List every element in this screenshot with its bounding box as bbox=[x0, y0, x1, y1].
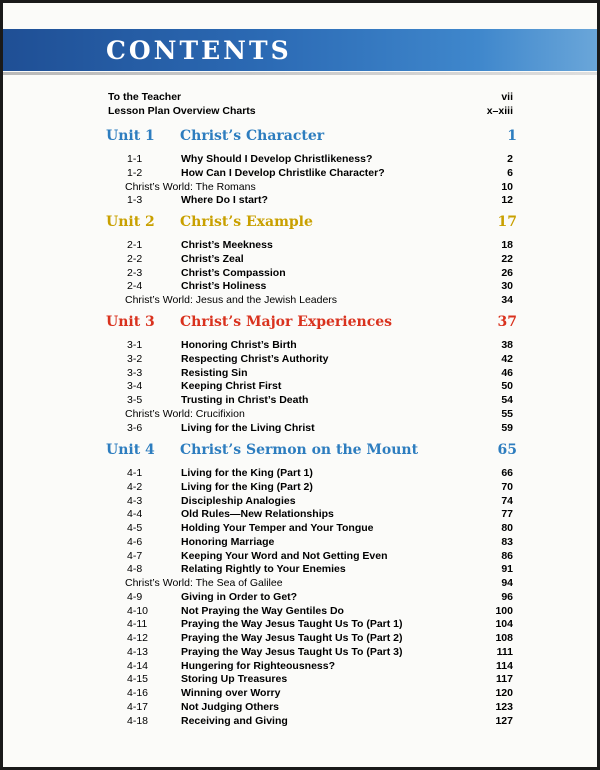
lesson-number: 4-10 bbox=[127, 604, 149, 617]
lesson-entry bbox=[127, 550, 513, 563]
entry-title: Christ’s World: The Sea of Galilee bbox=[125, 577, 283, 589]
entry-page: 104 bbox=[495, 618, 513, 631]
entry-title: Praying the Way Jesus Taught Us To (Part 1) bbox=[181, 618, 403, 631]
lesson-number: 4-16 bbox=[127, 687, 149, 699]
lesson-entry bbox=[127, 563, 513, 576]
christs-world-entry bbox=[125, 408, 513, 421]
lesson-entry bbox=[127, 618, 513, 631]
lesson-number: 3-3 bbox=[127, 366, 143, 379]
entry-page: 26 bbox=[501, 266, 513, 279]
entry-title: Relating Rightly to Your Enemies bbox=[181, 563, 346, 576]
lesson-entry bbox=[127, 481, 513, 494]
entry-page: 42 bbox=[501, 352, 513, 365]
entry-page: 6 bbox=[507, 166, 513, 179]
entry-page: 74 bbox=[501, 494, 513, 507]
lesson-entry bbox=[127, 495, 513, 508]
lesson-entry bbox=[127, 153, 513, 166]
lesson-entry bbox=[127, 339, 513, 352]
lesson-number: 3-2 bbox=[127, 352, 143, 365]
entry-page: 83 bbox=[501, 535, 513, 548]
entry-page: 114 bbox=[496, 659, 513, 672]
unit-page: 1 bbox=[507, 128, 517, 144]
entry-title: Hungering for Righteousness? bbox=[181, 659, 336, 672]
entry-title: Keeping Christ First bbox=[181, 380, 282, 393]
lesson-entry bbox=[127, 367, 513, 380]
entry-title: Discipleship Analogies bbox=[181, 494, 296, 507]
entry-title: Praying the Way Jesus Taught Us To (Part 3) bbox=[181, 645, 403, 658]
lesson-entry bbox=[127, 353, 513, 366]
entry-title: Where Do I start? bbox=[181, 194, 268, 207]
banner-rule bbox=[3, 72, 597, 75]
entry-title: Living for the Living Christ bbox=[181, 421, 315, 434]
entry-title: Christ’s Holiness bbox=[181, 280, 267, 293]
lesson-number: 4-17 bbox=[127, 700, 149, 713]
lesson-number: 2-4 bbox=[127, 280, 143, 293]
unit-title: Christ’s Sermon on the Mount bbox=[180, 442, 419, 458]
entry-page: 55 bbox=[501, 407, 513, 420]
lesson-number: 4-3 bbox=[127, 494, 143, 507]
lesson-number: 2-1 bbox=[127, 239, 143, 251]
contents-banner bbox=[3, 29, 597, 71]
entry-page: 77 bbox=[501, 508, 513, 521]
entry-title: Praying the Way Jesus Taught Us To (Part 2) bbox=[181, 632, 403, 644]
entry-title: Respecting Christ’s Authority bbox=[181, 352, 329, 365]
lesson-number: 4-1 bbox=[127, 467, 143, 479]
lesson-number: 3-4 bbox=[127, 380, 143, 393]
lesson-entry bbox=[127, 522, 513, 535]
lesson-number: 2-2 bbox=[127, 252, 143, 265]
entry-title: Christ’s World: Jesus and the Jewish Leaders bbox=[125, 294, 338, 306]
front-matter-page: vii bbox=[501, 91, 513, 103]
lesson-number: 1-2 bbox=[127, 166, 143, 179]
entry-page: 96 bbox=[501, 590, 513, 603]
unit-heading bbox=[106, 442, 517, 460]
entry-title: Living for the King (Part 1) bbox=[181, 467, 313, 479]
lesson-entry bbox=[127, 687, 513, 700]
entry-page: 123 bbox=[495, 700, 513, 713]
front-matter-page: x–xiii bbox=[486, 105, 513, 117]
front-matter-title: To the Teacher bbox=[108, 91, 182, 103]
entry-title: Christ’s World: Crucifixion bbox=[125, 407, 245, 420]
entry-page: 94 bbox=[501, 577, 513, 589]
entry-page: 10 bbox=[501, 180, 513, 193]
entry-page: 18 bbox=[501, 239, 513, 251]
entry-title: Honoring Christ’s Birth bbox=[181, 339, 297, 351]
lesson-entry bbox=[127, 715, 513, 728]
lesson-entry bbox=[127, 194, 513, 207]
entry-title: Why Should I Develop Christlikeness? bbox=[181, 153, 373, 165]
entry-title: Not Judging Others bbox=[181, 700, 279, 713]
lesson-number: 1-3 bbox=[127, 194, 143, 207]
entry-page: 80 bbox=[501, 522, 513, 534]
entry-title: Honoring Marriage bbox=[181, 535, 275, 548]
entry-title: Christ’s Compassion bbox=[181, 266, 286, 279]
lesson-number: 4-15 bbox=[127, 673, 149, 686]
entry-title: Resisting Sin bbox=[181, 366, 248, 379]
christs-world-entry bbox=[125, 181, 513, 194]
entry-title: Not Praying the Way Gentiles Do bbox=[181, 604, 344, 617]
unit-page: 17 bbox=[497, 214, 517, 230]
lesson-entry bbox=[127, 394, 513, 407]
entry-title: Holding Your Temper and Your Tongue bbox=[181, 522, 374, 534]
lesson-entry bbox=[127, 536, 513, 549]
unit-heading bbox=[106, 214, 517, 232]
unit-page: 65 bbox=[497, 442, 517, 458]
lesson-entry bbox=[127, 267, 513, 280]
entry-page: 50 bbox=[501, 380, 513, 393]
entry-page: 34 bbox=[501, 294, 513, 306]
entry-title: Keeping Your Word and Not Getting Even bbox=[181, 549, 388, 562]
lesson-number: 3-6 bbox=[127, 421, 143, 434]
unit-title: Christ’s Major Experiences bbox=[180, 314, 393, 330]
entry-title: Giving in Order to Get? bbox=[181, 590, 298, 603]
entry-page: 12 bbox=[501, 194, 513, 207]
book-page bbox=[3, 3, 597, 767]
lesson-entry bbox=[127, 280, 513, 293]
entry-page: 59 bbox=[501, 421, 513, 434]
unit-title: Christ’s Character bbox=[180, 128, 325, 144]
entry-title: Christ’s Meekness bbox=[181, 239, 273, 251]
lesson-entry bbox=[127, 605, 513, 618]
lesson-number: 3-5 bbox=[127, 394, 143, 406]
entry-page: 117 bbox=[496, 673, 513, 686]
entry-title: How Can I Develop Christlike Character? bbox=[181, 166, 385, 179]
entry-page: 86 bbox=[501, 549, 513, 562]
lesson-number: 4-6 bbox=[127, 535, 143, 548]
lesson-number: 4-18 bbox=[127, 714, 149, 727]
lesson-entry bbox=[127, 239, 513, 252]
christs-world-entry bbox=[125, 294, 513, 307]
lesson-entry bbox=[127, 591, 513, 604]
lesson-entry bbox=[127, 253, 513, 266]
lesson-entry bbox=[127, 646, 513, 659]
lesson-entry bbox=[127, 422, 513, 435]
entry-page: 2 bbox=[507, 153, 513, 165]
lesson-number: 4-9 bbox=[127, 590, 143, 603]
unit-label: Unit 3 bbox=[106, 314, 155, 330]
lesson-number: 4-7 bbox=[127, 549, 143, 562]
lesson-number: 4-12 bbox=[127, 632, 149, 644]
entry-page: 54 bbox=[501, 394, 513, 406]
lesson-number: 3-1 bbox=[127, 339, 143, 351]
entry-title: Christ’s World: The Romans bbox=[125, 180, 256, 193]
lesson-entry bbox=[127, 380, 513, 393]
entry-page: 91 bbox=[501, 563, 513, 576]
lesson-entry bbox=[127, 167, 513, 180]
lesson-number: 4-5 bbox=[127, 522, 143, 534]
lesson-number: 4-8 bbox=[127, 563, 143, 576]
lesson-number: 4-14 bbox=[127, 659, 149, 672]
lesson-entry bbox=[127, 701, 513, 714]
unit-title: Christ’s Example bbox=[180, 214, 313, 230]
lesson-number: 4-11 bbox=[127, 618, 148, 631]
entry-page: 22 bbox=[501, 252, 513, 265]
unit-label: Unit 4 bbox=[106, 442, 155, 458]
entry-title: Winning over Worry bbox=[181, 687, 281, 699]
entry-title: Storing Up Treasures bbox=[181, 673, 288, 686]
unit-label: Unit 2 bbox=[106, 214, 155, 230]
entry-title: Christ’s Zeal bbox=[181, 252, 244, 265]
entry-page: 127 bbox=[495, 714, 513, 727]
page-title: CONTENTS bbox=[106, 36, 292, 65]
front-matter-item bbox=[108, 91, 513, 103]
lesson-number: 4-4 bbox=[127, 508, 143, 521]
entry-page: 66 bbox=[501, 467, 513, 479]
entry-page: 120 bbox=[495, 687, 513, 699]
lesson-entry bbox=[127, 632, 513, 645]
front-matter-title: Lesson Plan Overview Charts bbox=[108, 105, 256, 117]
front-matter-item bbox=[108, 105, 513, 117]
entry-page: 46 bbox=[501, 366, 513, 379]
unit-label: Unit 1 bbox=[106, 128, 155, 144]
lesson-number: 4-13 bbox=[127, 645, 149, 658]
entry-page: 38 bbox=[501, 339, 513, 351]
unit-page: 37 bbox=[497, 314, 517, 330]
entry-title: Receiving and Giving bbox=[181, 714, 288, 727]
unit-heading bbox=[106, 128, 517, 146]
unit-heading bbox=[106, 314, 517, 332]
lesson-entry bbox=[127, 660, 513, 673]
lesson-number: 1-1 bbox=[127, 153, 143, 165]
entry-page: 70 bbox=[501, 480, 513, 493]
lesson-entry bbox=[127, 508, 513, 521]
lesson-entry bbox=[127, 673, 513, 686]
entry-title: Old Rules—New Relationships bbox=[181, 508, 334, 521]
entry-page: 111 bbox=[496, 645, 513, 658]
entry-page: 30 bbox=[501, 280, 513, 293]
lesson-number: 2-3 bbox=[127, 266, 143, 279]
entry-title: Trusting in Christ’s Death bbox=[181, 394, 309, 406]
christs-world-entry bbox=[125, 577, 513, 590]
entry-page: 108 bbox=[495, 632, 513, 644]
lesson-number: 4-2 bbox=[127, 480, 143, 493]
entry-page: 100 bbox=[495, 604, 513, 617]
entry-title: Living for the King (Part 2) bbox=[181, 480, 313, 493]
lesson-entry bbox=[127, 467, 513, 480]
